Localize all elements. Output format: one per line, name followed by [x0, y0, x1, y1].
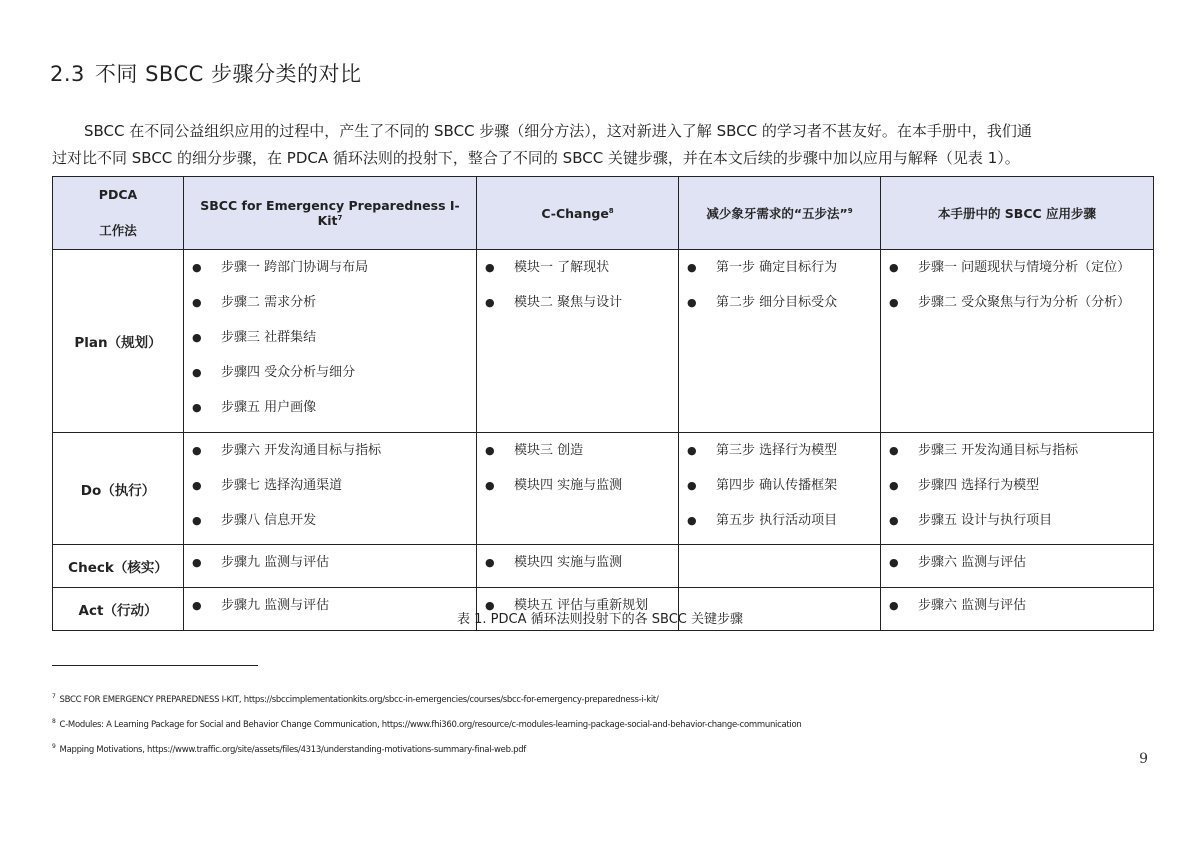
header-pdca-line-1: PDCA [98, 187, 138, 202]
step-list [485, 439, 674, 509]
step-list [192, 256, 472, 431]
step-list [192, 551, 472, 575]
header-ikit [184, 177, 477, 250]
step-list [485, 256, 674, 326]
step-item: ● 模块二 聚焦与设计 [485, 291, 674, 326]
step-item: ● 步骤六 监测与评估 [889, 594, 1149, 618]
section-heading [50, 58, 361, 88]
step-item: ● 步骤五 用户画像 [192, 396, 472, 431]
step-item: ● 步骤三 开发沟通目标与指标 [889, 439, 1149, 474]
footnote-ref-7: 7 [337, 213, 343, 222]
footnote-9 [52, 736, 1152, 761]
cell-check-c-change [477, 545, 679, 588]
footnote-mark: 8 [52, 717, 56, 725]
table-caption: 表 1. PDCA 循环法则投射下的各 SBCC 关键步骤 [457, 612, 743, 627]
footnote-ref-8: 8 [608, 206, 614, 215]
header-pdca [53, 177, 184, 250]
step-item: ● 步骤四 选择行为模型 [889, 474, 1149, 509]
step-list [687, 439, 876, 544]
step-list [687, 256, 876, 326]
header-handbook [881, 177, 1154, 250]
step-list [192, 439, 472, 544]
intro-line-2: 过对比不同 SBCC 的细分步骤，在 PDCA 循环法则的投射下，整合了不同的 SBCC 关键步骤，并在本文后续的步骤中加以应用与解释（见表 1）。 [52, 149, 1020, 167]
intro-paragraph [52, 118, 1152, 172]
step-list [485, 551, 674, 575]
step-item: ● 第二步 细分目标受众 [687, 291, 876, 326]
cell-check-ikit [184, 545, 477, 588]
step-item: ● 步骤四 受众分析与细分 [192, 361, 472, 396]
footnote-divider [52, 665, 258, 666]
phase-label-act: Act（行动） [53, 588, 184, 631]
step-item: ● 步骤一 跨部门协调与布局 [192, 256, 472, 291]
section-title: 不同 SBCC 步骤分类的对比 [94, 62, 362, 86]
cell-do-ikit [184, 433, 477, 545]
step-item: ● 步骤二 需求分析 [192, 291, 472, 326]
cell-plan-ikit [184, 250, 477, 433]
footnotes [52, 686, 1152, 760]
comparison-table [52, 176, 1154, 631]
table-row-check [53, 545, 1154, 588]
table-row-do [53, 433, 1154, 545]
footnote-7 [52, 686, 1152, 711]
step-item: ● 第一步 确定目标行为 [687, 256, 876, 291]
step-item: ● 步骤九 监测与评估 [192, 594, 472, 618]
cell-check-handbook [881, 545, 1154, 588]
footnote-text: Mapping Motivations, https://www.traffic.org/site/assets/files/4313/understanding-motivations-summary-final-web.pdf [59, 744, 526, 755]
step-item: ● 第四步 确认传播框架 [687, 474, 876, 509]
step-item: ● 步骤七 选择沟通渠道 [192, 474, 472, 509]
step-item: ● 模块四 实施与监测 [485, 474, 674, 509]
step-item: ● 步骤八 信息开发 [192, 509, 472, 544]
step-item: ● 模块四 实施与监测 [485, 551, 674, 575]
step-item: ● 步骤六 监测与评估 [889, 551, 1149, 575]
step-item: ● 模块五 评估与重新规划 [485, 594, 674, 618]
page-number: 9 [1139, 751, 1148, 767]
step-item: ● 第五步 执行活动项目 [687, 509, 876, 544]
step-list [889, 439, 1149, 544]
footnote-text: SBCC FOR EMERGENCY PREPAREDNESS I-KIT, https://sbccimplementationkits.org/sbcc-in-emergencies/courses/sbcc-for-emergency-preparedness-i-kit/ [59, 694, 659, 705]
step-item: ● 模块一 了解现状 [485, 256, 674, 291]
cell-do-c-change [477, 433, 679, 545]
cell-plan-handbook [881, 250, 1154, 433]
header-c-change [477, 177, 679, 250]
cell-do-five-steps [679, 433, 881, 545]
table-header-row [53, 177, 1154, 250]
header-pdca-line-2: 工作法 [99, 223, 137, 238]
footnote-ref-9: 9 [847, 206, 853, 215]
footnote-mark: 9 [52, 742, 56, 750]
step-item: ● 步骤二 受众聚焦与行为分析（分析） [889, 291, 1149, 326]
footnote-8 [52, 711, 1152, 736]
section-number: 2.3 [50, 62, 85, 86]
cell-plan-five-steps [679, 250, 881, 433]
footnote-mark: 7 [52, 693, 56, 700]
footnote-text: C-Modules: A Learning Package for Social and Behavior Change Communication, https://www.fhi360.org/resource/c-modules-learning-package-social-and-behavior-change-communication [59, 719, 802, 730]
step-item: ● 第三步 选择行为模型 [687, 439, 876, 474]
phase-label-check: Check（核实） [53, 545, 184, 588]
step-item: ● 步骤五 设计与执行项目 [889, 509, 1149, 544]
header-handbook-label: 本手册中的 SBCC 应用步骤 [937, 206, 1097, 221]
cell-do-handbook [881, 433, 1154, 545]
cell-check-five-steps [679, 545, 881, 588]
phase-label-do: Do（执行） [53, 433, 184, 545]
step-item: ● 步骤九 监测与评估 [192, 551, 472, 575]
step-list [889, 256, 1149, 326]
table-row-plan [53, 250, 1154, 433]
header-ikit-label: SBCC for Emergency Preparedness I-Kit [200, 198, 460, 228]
phase-label-plan: Plan（规划） [53, 250, 184, 433]
header-c-change-label: C-Change [541, 205, 609, 221]
header-five-steps-label: 减少象牙需求的“五步法” [706, 206, 848, 221]
step-item: ● 步骤六 开发沟通目标与指标 [192, 439, 472, 474]
step-item: ● 模块三 创造 [485, 439, 674, 474]
step-list [889, 551, 1149, 575]
cell-plan-c-change [477, 250, 679, 433]
header-five-steps [679, 177, 881, 250]
step-item: ● 步骤三 社群集结 [192, 326, 472, 361]
step-item: ● 步骤一 问题现状与情境分析（定位） [889, 256, 1149, 291]
intro-line-1: SBCC 在不同公益组织应用的过程中，产生了不同的 SBCC 步骤（细分方法），这对新进入了解 SBCC 的学习者不甚友好。在本手册中，我们通 [84, 122, 1032, 140]
